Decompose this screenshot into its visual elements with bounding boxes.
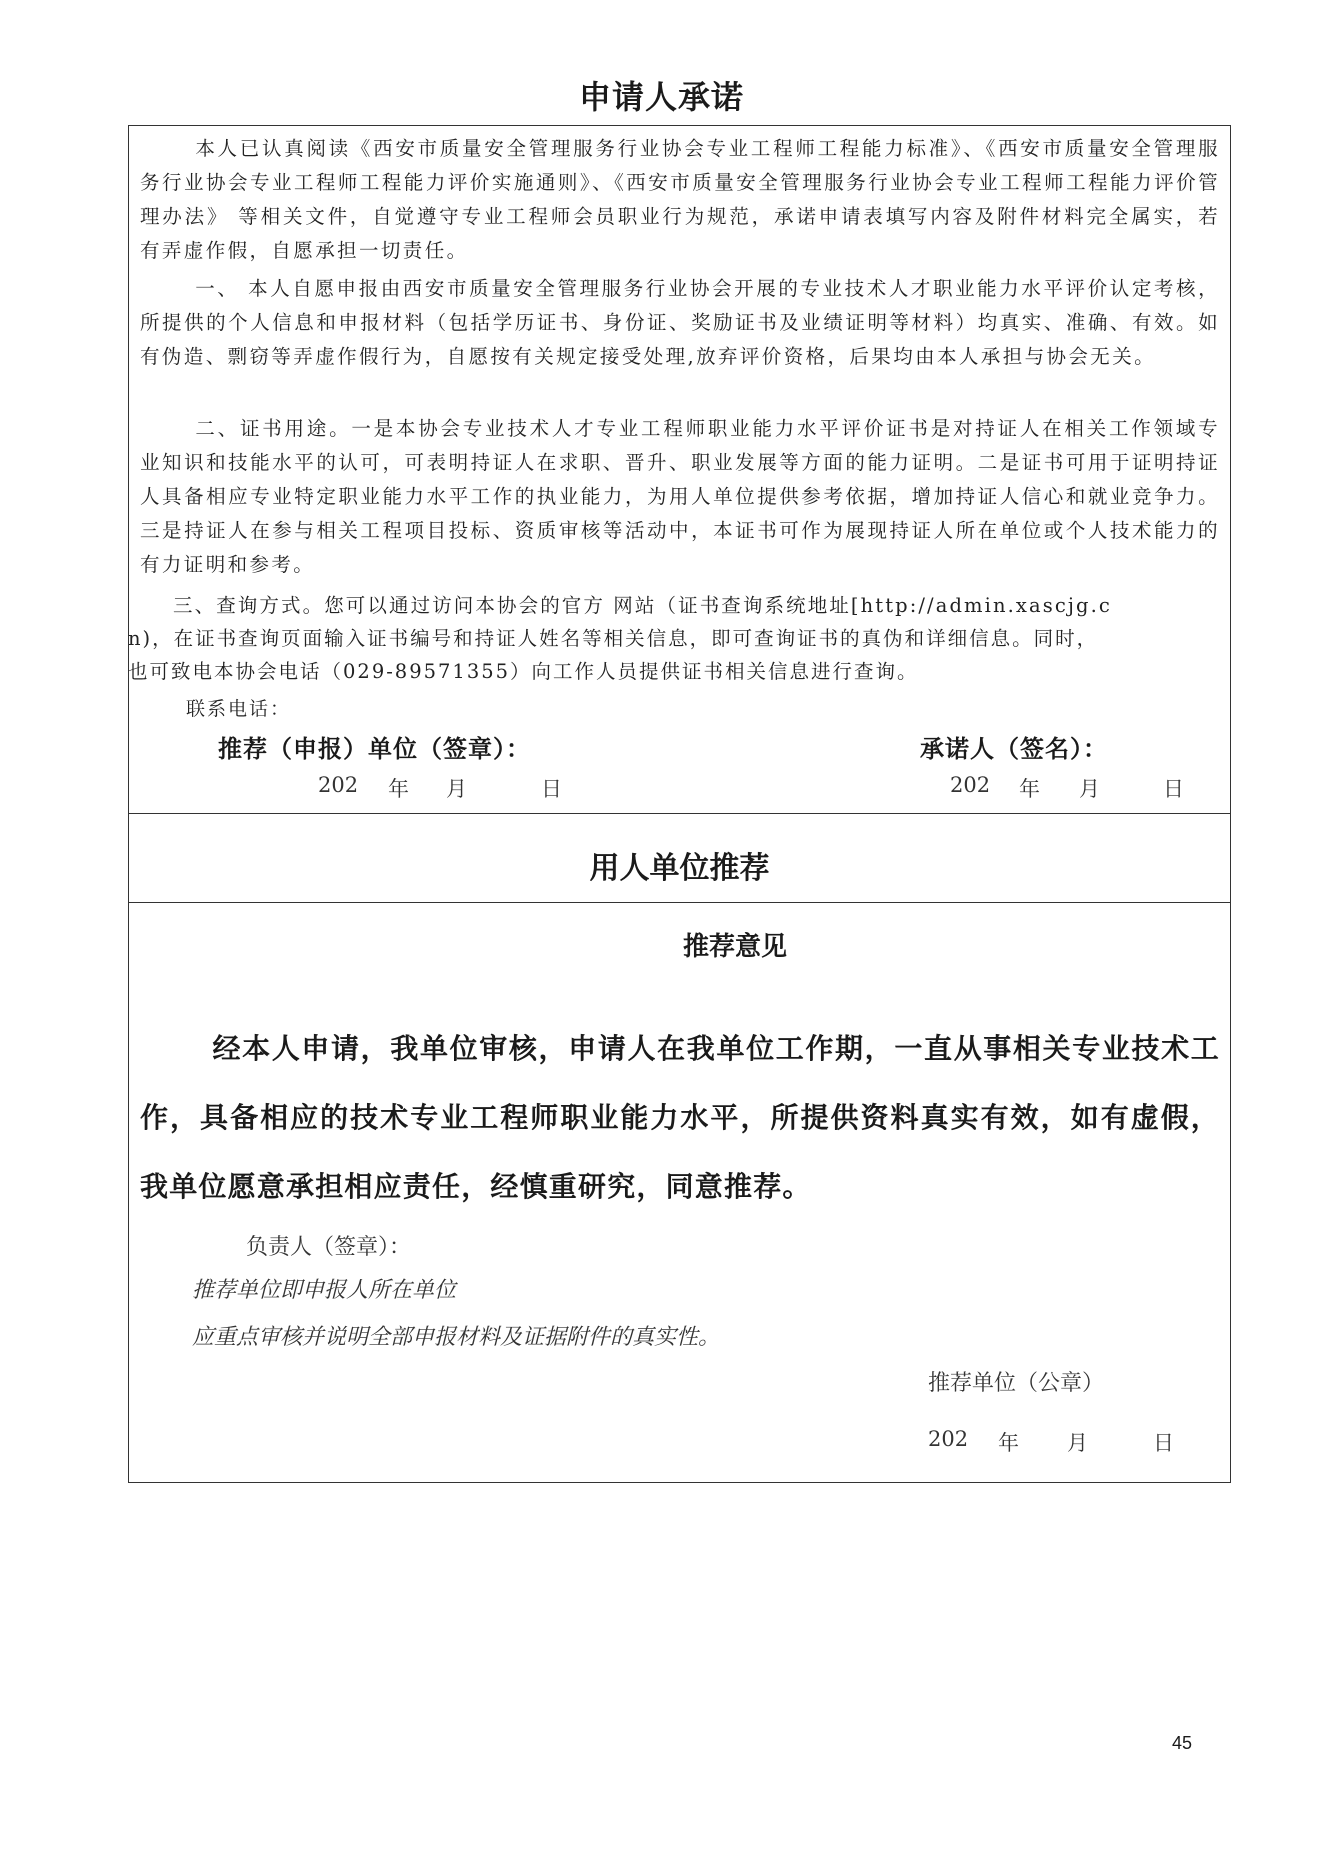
pledge-paragraph-2 <box>140 272 1220 374</box>
pledge-paragraph-1-text: 本人已认真阅读《西安市质量安全管理服务行业协会专业工程师工程能力标准》、《西安市质量安全管理服务行业协会专业工程师工程能力评价实施通则》、《西安市质量安全管理服务行业协会专业工程师工程能力评价管理办法》 等相关文件，自觉遵守专业工程师会员职业行为规范，承诺申请表填写内容及附件材料完全属实，若有弄虚作假，自愿承担一切责任。 <box>140 137 1220 262</box>
date-month-char: 月 <box>1079 777 1100 801</box>
official-seal-label: 推荐单位（公章） <box>928 1371 1105 1396</box>
opinion-title: 推荐意见 <box>682 932 787 962</box>
date-day-char: 日 <box>1163 777 1184 801</box>
applicant-signature-label: 承诺人（签名）： <box>920 735 1108 763</box>
pledge-paragraph-3-text: 二、证书用途。一是本协会专业技术人才专业工程师职业能力水平评价证书是对持证人在相关工作领域专业知识和技能水平的认可，可表明持证人在求职、晋升、职业发展等方面的能力证明。二是证书可用于证明持证人具备相应专业特定职业能力水平工作的执业能力，为用人单位提供参考依据，增加持证人信心和就业竞争力。三是持证人在参与相关工程项目投标、资质审核等活动中，本证书可作为展现持证人所在单位或个人技术能力的有力证明和参考。 <box>140 417 1220 576</box>
date-year-char: 年 <box>1019 777 1040 801</box>
date-year-char: 年 <box>388 777 409 801</box>
date-month-char: 月 <box>446 777 467 801</box>
page-title: 申请人承诺 <box>578 78 744 116</box>
pledge-paragraph-2-text: 一、 本人自愿申报由西安市质量安全管理服务行业协会开展的专业技术人才职业能力水平评价认定考核，所提供的个人信息和申报材料（包括学历证书、身份证、奖励证书及业绩证明等材料）均真实、准确、有效。如有伪造、剽窃等弄虚作假行为，自愿按有关规定接受处理,放弃评价资格，后果均由本人承担与协会无关。 <box>140 277 1220 368</box>
contact-phone-label: 联系电话： <box>186 698 292 720</box>
date-day-char: 日 <box>541 777 562 801</box>
note-line-1: 推荐单位即申报人所在单位 <box>192 1278 457 1303</box>
recommend-body <box>140 1014 1220 1221</box>
unit-signature-label: 推荐（申报）单位（签章）： <box>218 735 531 763</box>
note-line-2: 应重点审核并说明全部申报材料及证据附件的真实性。 <box>192 1325 721 1350</box>
recommend-section-title: 用人单位推荐 <box>589 851 770 886</box>
leader-signature-label: 负责人（签章）： <box>246 1235 412 1260</box>
recommend-body-text: 经本人申请，我单位审核，申请人在我单位工作期，一直从事相关专业技术工作，具备相应的技术专业工程师职业能力水平，所提供资料真实有效，如有虚假，我单位愿意承担相应责任，经慎重研究，同意推荐。 <box>140 1032 1220 1203</box>
query-line-1: 三、查询方式。您可以通过访问本协会的官方 网站（证书查询系统地址[http://admin.xascjg.c <box>173 594 1112 617</box>
date-year: 202 <box>950 773 991 797</box>
query-line-3: 也可致电本协会电话（029-89571355）向工作人员提供证书相关信息进行查询。 <box>128 660 919 683</box>
date-year: 202 <box>928 1427 969 1451</box>
date-day-char: 日 <box>1153 1431 1174 1455</box>
date-year: 202 <box>318 773 359 797</box>
pledge-paragraph-1 <box>140 132 1220 268</box>
query-line-2: n)，在证书查询页面输入证书编号和持证人姓名等相关信息，即可查询证书的真伪和详细信息。同时， <box>128 627 1099 650</box>
divider-line <box>128 813 1231 814</box>
page-number: 45 <box>1172 1733 1193 1753</box>
date-month-char: 月 <box>1067 1431 1088 1455</box>
divider-line <box>128 902 1231 903</box>
date-year-char: 年 <box>998 1431 1019 1455</box>
pledge-paragraph-3 <box>140 412 1220 582</box>
